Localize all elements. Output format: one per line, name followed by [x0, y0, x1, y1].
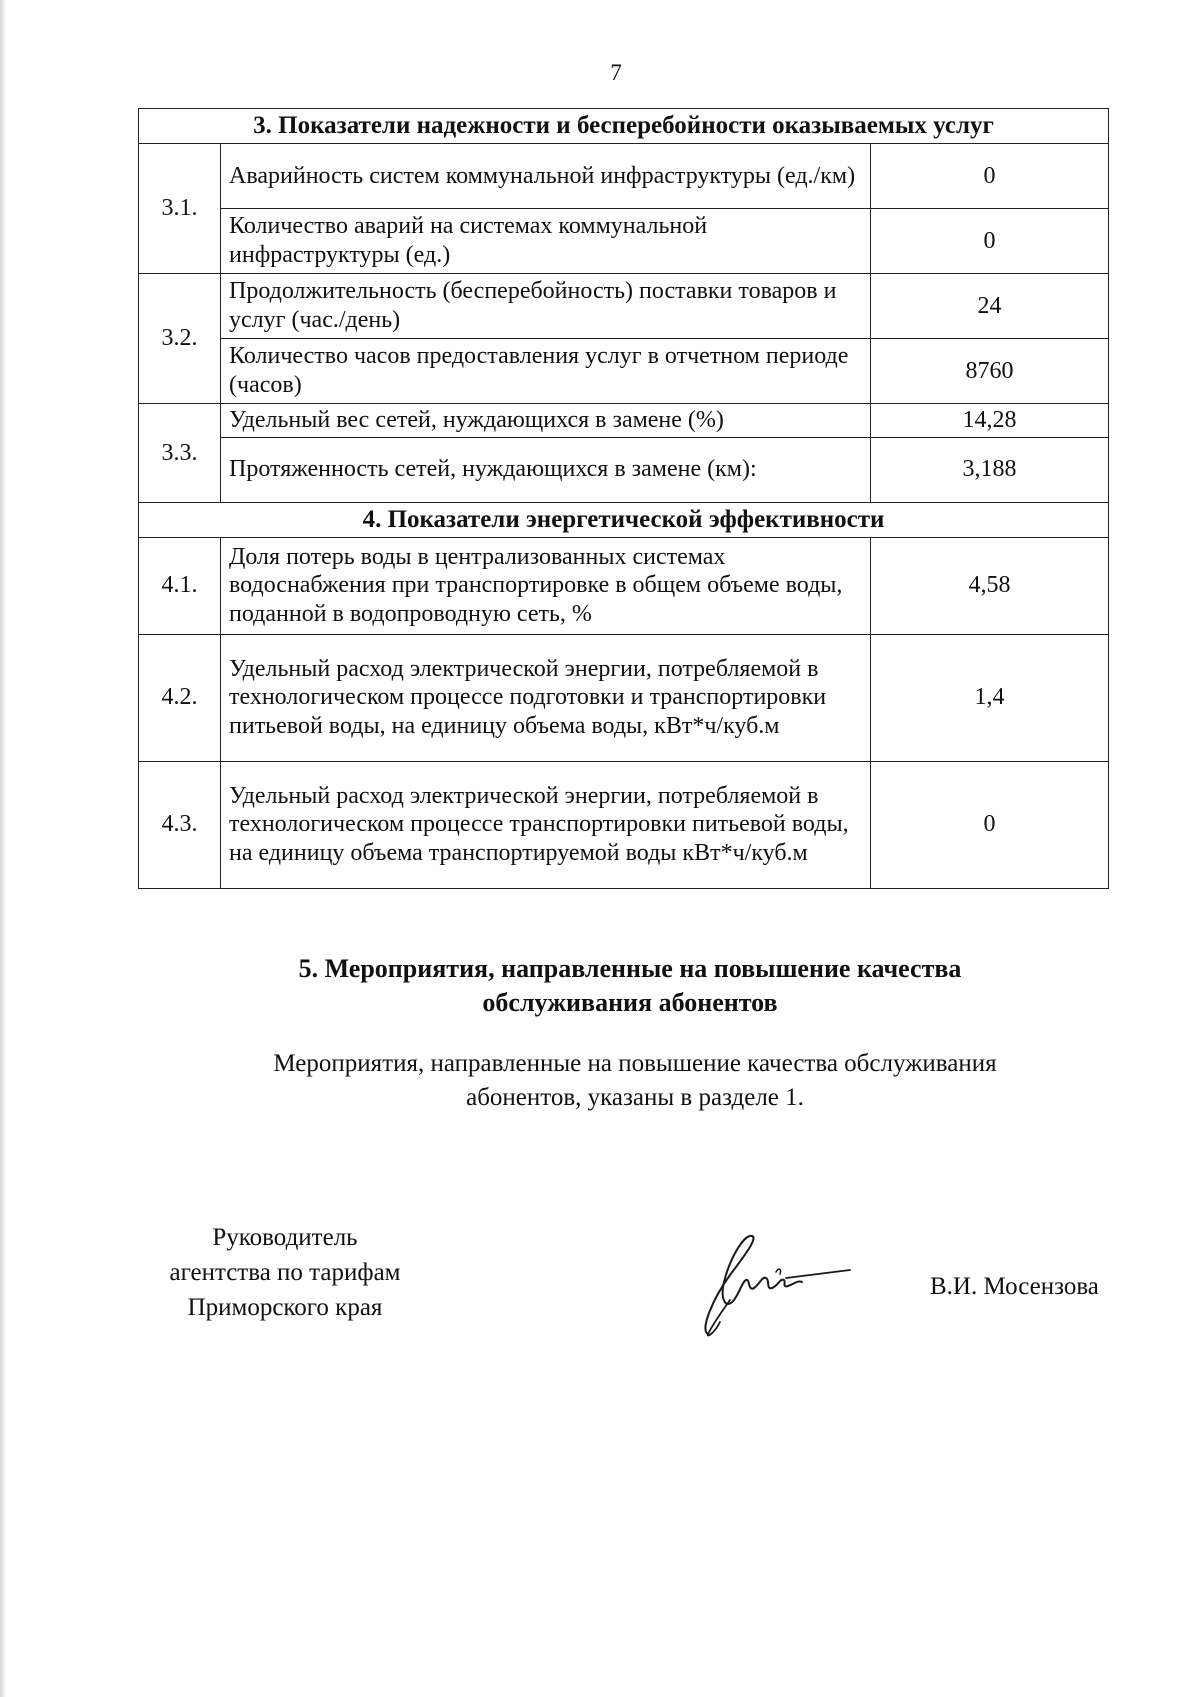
row-number: 3.2. — [139, 274, 221, 404]
indicator-value: 0 — [871, 209, 1109, 274]
indicator-name: Аварийность систем коммунальной инфраструктуры (ед./км) — [221, 144, 871, 209]
signer-position — [140, 1220, 430, 1325]
table-row — [139, 761, 1109, 888]
indicator-name: Продолжительность (бесперебойность) поставки товаров и услуг (час./день) — [221, 274, 871, 339]
scan-page-edge — [0, 0, 6, 1697]
indicator-name: Протяженность сетей, нуждающихся в замене (км): — [221, 437, 871, 502]
table-row — [139, 339, 1109, 404]
table-row — [139, 404, 1109, 438]
table-row — [139, 437, 1109, 502]
indicator-value: 0 — [871, 144, 1109, 209]
indicator-value: 0 — [871, 761, 1109, 888]
indicators-table-container — [138, 108, 1108, 889]
table-row — [139, 274, 1109, 339]
row-number: 4.1. — [139, 537, 221, 634]
signer-position-line: агентства по тарифам — [169, 1259, 401, 1286]
indicator-name: Количество часов предоставления услуг в отчетном периоде (часов) — [221, 339, 871, 404]
indicator-name: Доля потерь воды в централизованных системах водоснабжения при транспортировке в общем объеме воды, поданной в водопроводную сеть, % — [221, 537, 871, 634]
indicators-table — [138, 108, 1109, 889]
section-4-title: 4. Показатели энергетической эффективности — [139, 502, 1109, 537]
indicator-name: Удельный расход электрической энергии, потребляемой в технологическом процессе подготовки и транспортировки питьевой воды, на единицу объема воды, кВт*ч/куб.м — [221, 634, 871, 761]
section-5-title-line: 5. Мероприятия, направленные на повышение качества — [298, 954, 962, 983]
table-row — [139, 144, 1109, 209]
section-header-row — [139, 502, 1109, 537]
table-row — [139, 634, 1109, 761]
indicator-name: Удельный вес сетей, нуждающихся в замене (%) — [221, 404, 871, 438]
signer-name: В.И. Мосензова — [930, 1273, 1099, 1300]
table-row — [139, 537, 1109, 634]
row-number: 3.1. — [139, 144, 221, 274]
signer-position-line: Приморского края — [187, 1294, 383, 1321]
handwritten-signature — [690, 1230, 860, 1340]
section-5-text-line: Мероприятия, направленные на повышение качества обслуживания — [273, 1050, 997, 1077]
row-number: 4.2. — [139, 634, 221, 761]
indicator-value: 3,188 — [871, 437, 1109, 502]
page-number: 7 — [610, 60, 622, 85]
indicator-name: Удельный расход электрической энергии, потребляемой в технологическом процессе транспортировки питьевой воды, на единицу объема транспортируемой воды кВт*ч/куб.м — [221, 761, 871, 888]
section-5-title — [250, 952, 1010, 1020]
indicator-value: 1,4 — [871, 634, 1109, 761]
table-row — [139, 209, 1109, 274]
row-number: 4.3. — [139, 761, 221, 888]
signer-position-line: Руководитель — [212, 1224, 358, 1251]
section-header-row — [139, 109, 1109, 144]
indicator-value: 14,28 — [871, 404, 1109, 438]
section-5-text — [200, 1047, 1070, 1115]
indicator-value: 8760 — [871, 339, 1109, 404]
row-number: 3.3. — [139, 404, 221, 503]
section-3-title: 3. Показатели надежности и бесперебойности оказываемых услуг — [139, 109, 1109, 144]
section-5-title-line: обслуживания абонентов — [482, 987, 778, 1017]
indicator-value: 4,58 — [871, 537, 1109, 634]
indicator-name: Количество аварий на системах коммунальной инфраструктуры (ед.) — [221, 209, 871, 274]
section-5-text-line: абонентов, указаны в разделе 1. — [466, 1083, 804, 1111]
indicator-value: 24 — [871, 274, 1109, 339]
